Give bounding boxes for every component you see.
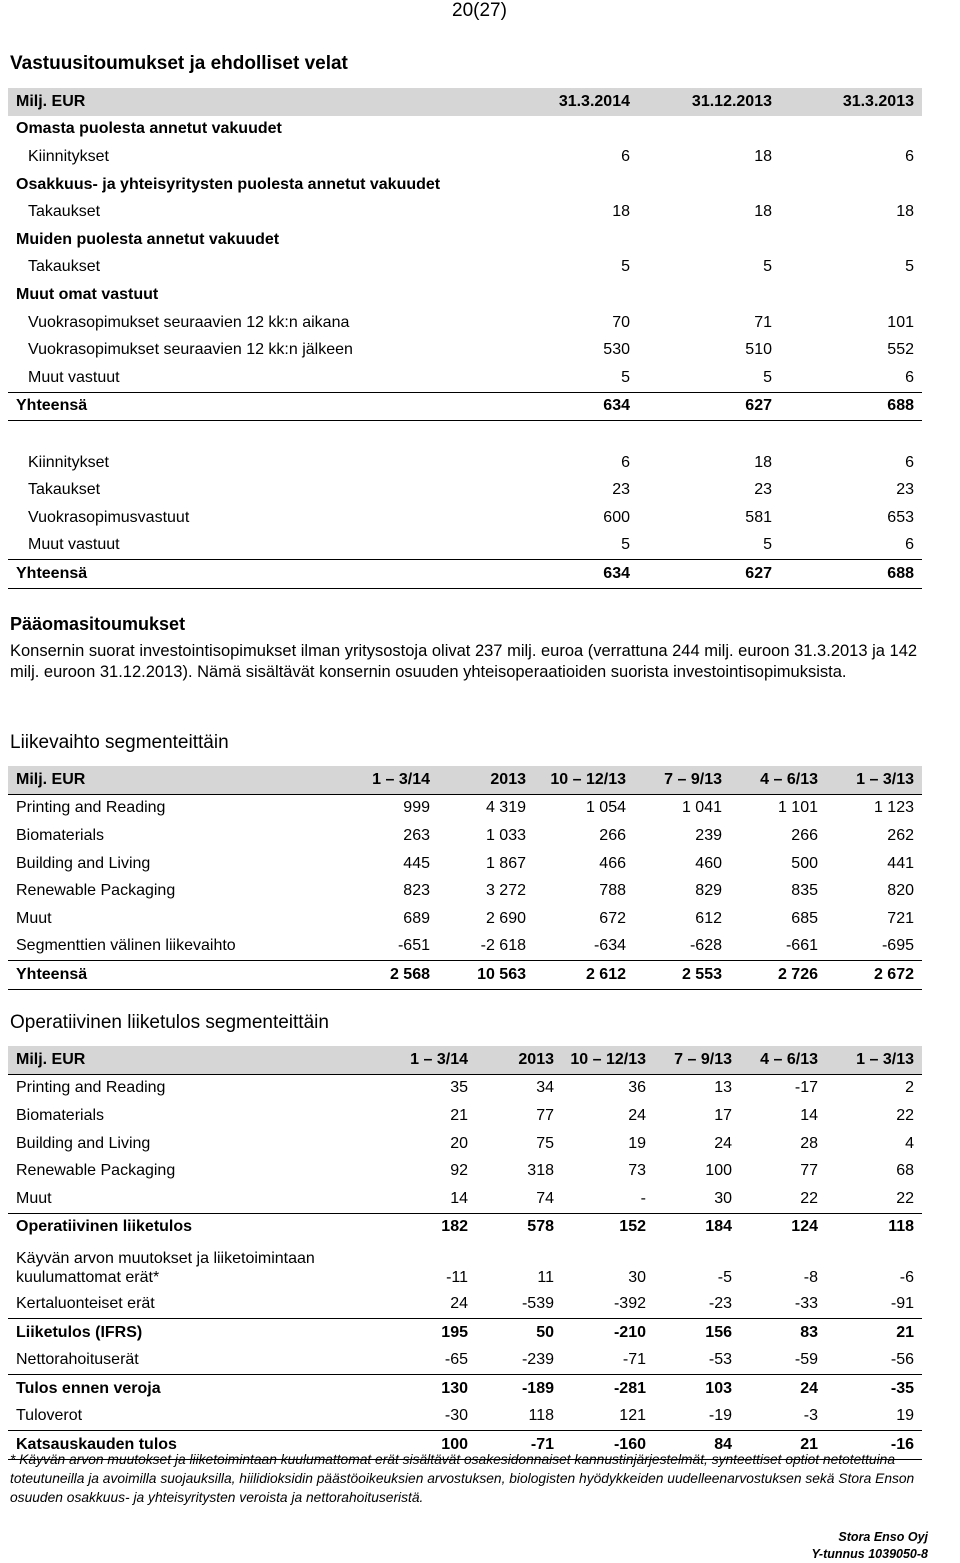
header-cell: 1 – 3/13 [826,1046,922,1074]
value-cell: 835 [791,882,818,900]
value-cell: 22 [740,1185,826,1213]
value-cell: 11 [537,1269,554,1287]
table-row [8,449,922,477]
value-cell: 22 [896,1106,914,1124]
footer-company: Stora Enso Oyj [838,1530,928,1544]
value-cell: 262 [887,826,914,844]
value-cell: 6 [905,147,914,165]
table-row [8,1130,922,1158]
value-cell: 688 [780,560,922,589]
value-cell: 1 054 [534,794,634,822]
value-cell: 100 [368,1431,476,1460]
header-cell: 7 – 9/13 [654,1046,740,1074]
value-cell: 13 [654,1074,740,1102]
row-label: Renewable Packaging [16,1162,176,1180]
value-cell: 118 [888,1218,914,1236]
table-header [8,1046,922,1074]
row-label: Kiinnitykset [28,147,109,165]
value-cell: 50 [536,1323,554,1341]
value-cell: -8 [803,1269,818,1287]
value-cell: 36 [562,1074,654,1102]
value-cell: -30 [368,1403,476,1431]
value-cell: 5 [763,258,772,276]
value-cell: -281 [613,1379,646,1397]
value-cell: 999 [338,794,438,822]
sales-title: Liikevaihto segmenteittäin [10,732,229,753]
value-cell: 73 [628,1162,646,1180]
table-row [8,1157,922,1185]
value-cell: -5 [717,1269,732,1287]
value-cell: 23 [612,481,630,499]
footer [812,1529,928,1563]
value-cell: 239 [695,826,722,844]
row-label: Biomaterials [16,1106,105,1124]
value-cell: 2 [826,1074,922,1102]
value-cell: 460 [695,854,722,872]
header-cell: 2013 [476,1046,562,1074]
row-label: Takaukset [28,258,101,276]
value-cell: 74 [476,1185,562,1213]
value-cell: 552 [887,341,914,359]
row-label: Käyvän arvon muutokset ja liiketoimintaan kuulumattomat erät* [16,1250,315,1287]
value-cell: 5 [905,258,914,276]
value-cell: 77 [800,1162,818,1180]
table-header [8,766,922,794]
section-heading: Muut omat vastuut [16,285,159,303]
contingencies-table [8,88,922,589]
table-row [8,1074,922,1102]
value-cell: 672 [599,909,626,927]
value-cell: 2 612 [534,961,634,990]
value-cell: -2 618 [438,933,534,961]
table-row [8,1290,922,1318]
blank-cell [8,421,922,449]
value-cell: 688 [780,392,922,421]
value-cell: -11 [446,1269,468,1287]
table-header [8,88,922,116]
table-row [8,1374,922,1402]
value-cell: 2 553 [634,961,730,990]
value-cell: 18 [612,203,630,221]
value-cell: 6 [780,532,922,560]
value-cell: 2 568 [338,961,438,990]
row-label: Building and Living [16,1134,151,1152]
table-row [8,504,922,532]
value-cell: -695 [826,933,922,961]
table-row [8,421,922,449]
value-cell: 92 [450,1162,468,1180]
oper-title: Operatiivinen liiketulos segmenteittäin [10,1012,329,1033]
row-label: Kertaluonteiset erät [8,1290,368,1318]
value-cell: 5 [638,364,780,392]
table-row [8,1185,922,1213]
value-cell: 21 [896,1323,914,1341]
value-cell: 634 [508,392,638,421]
value-cell: 1 041 [634,794,730,822]
value-cell: 263 [403,826,430,844]
row-label: Yhteensä [8,961,338,990]
value-cell: 70 [612,313,630,331]
value-cell: 318 [527,1162,554,1180]
value-cell: 121 [562,1403,654,1431]
table-row [8,794,922,822]
value-cell: 68 [896,1162,914,1180]
table-row [8,877,922,905]
table-row [8,822,922,850]
row-label: Yhteensä [8,560,508,589]
value-cell: 823 [403,882,430,900]
row-label: Vuokrasopimukset seuraavien 12 kk:n aikana [28,313,350,331]
row-label: Muut vastuut [8,532,508,560]
value-cell: 466 [599,854,626,872]
row-label: Muut [16,909,52,927]
value-cell: 14 [368,1185,476,1213]
commitments-title: Pääomasitoumukset [10,614,186,634]
value-cell: 1 123 [826,794,922,822]
value-cell: 4 [905,1134,914,1152]
value-cell: 28 [800,1134,818,1152]
header-cell: 31.3.2013 [780,88,922,116]
value-cell: 1 101 [730,794,826,822]
header-cell: 1 – 3/13 [826,766,922,794]
value-cell: 612 [695,909,722,927]
table-row [8,933,922,961]
value-cell: 30 [628,1269,646,1287]
header-cell: 1 – 3/14 [338,766,438,794]
value-cell: -160 [562,1431,654,1460]
value-cell: 627 [638,560,780,589]
value-cell: 600 [603,508,630,526]
value-cell: 101 [887,313,914,331]
row-label: Nettorahoituserät [8,1346,368,1374]
value-cell: -634 [534,933,634,961]
value-cell: 5 [621,258,630,276]
row-label: Takaukset [28,481,101,499]
table-row [8,1241,922,1290]
value-cell: 24 [800,1379,818,1397]
value-cell: 118 [476,1403,562,1431]
value-cell: 5 [508,532,638,560]
value-cell: 6 [905,453,914,471]
value-cell: 77 [536,1106,554,1124]
value-cell: 71 [754,313,772,331]
value-cell: 21 [450,1106,468,1124]
value-cell: 103 [705,1379,732,1397]
value-cell: 100 [705,1162,732,1180]
table-row [8,116,922,144]
table-row [8,905,922,933]
table-row [8,476,922,504]
value-cell: 30 [654,1185,740,1213]
header-cell: 31.12.2013 [638,88,780,116]
value-cell: 788 [599,882,626,900]
row-label: Tulos ennen veroja [16,1379,161,1397]
value-cell: 500 [791,854,818,872]
value-cell: -3 [740,1403,826,1431]
value-cell: 634 [508,560,638,589]
value-cell: 6 [621,453,630,471]
row-label: Operatiivinen liiketulos [16,1218,193,1236]
table-row [8,1213,922,1241]
value-cell: 1 033 [485,826,526,844]
value-cell: 266 [599,826,626,844]
table-row [8,143,922,171]
value-cell: 4 319 [438,794,534,822]
value-cell: 2 672 [826,961,922,990]
value-cell: 6 [780,364,922,392]
header-cell: 4 – 6/13 [740,1046,826,1074]
value-cell: 184 [705,1218,732,1236]
commitments-text: Konsernin suorat investointisopimukset ilman yritysostoja olivat 237 milj. euroa (verrattuna 244 milj. euroon 31.3.2013 ja 142 milj. euroon 31.12.2013). Nämä sisältävät konsernin osuuden yhteisoperaatioiden suorista investointisopimuksista. [10,642,918,681]
value-cell: 19 [628,1134,646,1152]
table-row [8,309,922,337]
value-cell: 24 [628,1106,646,1124]
value-cell: 84 [654,1431,740,1460]
header-cell: 2013 [438,766,534,794]
row-label: Building and Living [16,854,151,872]
header-cell: Milj. EUR [8,766,338,794]
value-cell: -23 [654,1290,740,1318]
value-cell: -17 [740,1074,826,1102]
value-cell: 18 [754,453,772,471]
section-heading: Omasta puolesta annetut vakuudet [16,120,282,138]
footer-business-id: Y-tunnus 1039050-8 [811,1547,928,1561]
value-cell: -210 [613,1323,646,1341]
header-cell: 10 – 12/13 [534,766,634,794]
value-cell: 627 [638,392,780,421]
table-row [8,336,922,364]
value-cell: 721 [887,909,914,927]
table-row [8,171,922,199]
value-cell: 18 [754,147,772,165]
value-cell: 22 [826,1185,922,1213]
value-cell: 5 [508,364,638,392]
value-cell: 152 [619,1218,646,1236]
value-cell: 195 [441,1323,468,1341]
value-cell: 653 [887,508,914,526]
value-cell: 2 726 [730,961,826,990]
value-cell: 829 [695,882,722,900]
table-row [8,392,922,421]
value-cell: -91 [826,1290,922,1318]
value-cell: 23 [896,481,914,499]
value-cell: -35 [890,1379,914,1397]
sales-table [8,766,922,990]
value-cell: 5 [638,532,780,560]
value-cell: 130 [441,1379,468,1397]
header-cell: 10 – 12/13 [562,1046,654,1074]
value-cell: -239 [476,1346,562,1374]
section-heading: Osakkuus- ja yhteisyritysten puolesta annetut vakuudet [16,175,441,193]
value-cell: 124 [791,1218,818,1236]
row-label: Vuokrasopimukset seuraavien 12 kk:n jälkeen [28,341,353,359]
row-label: Vuokrasopimusvastuut [28,508,190,526]
value-cell: -16 [826,1431,922,1460]
value-cell: 441 [887,854,914,872]
table-row [8,364,922,392]
value-cell: 21 [740,1431,826,1460]
value-cell: - [562,1185,654,1213]
value-cell: 820 [887,882,914,900]
value-cell: 83 [800,1323,818,1341]
row-label: Katsauskauden tulos [8,1431,368,1460]
value-cell: -65 [368,1346,476,1374]
row-label: Segmenttien välinen liikevaihto [8,933,338,961]
section-heading: Muiden puolesta annetut vakuudet [16,230,280,248]
header-cell: Milj. EUR [8,1046,368,1074]
value-cell: 266 [791,826,818,844]
value-cell: -651 [338,933,438,961]
value-cell: 182 [441,1218,468,1236]
header-cell: 7 – 9/13 [634,766,730,794]
row-label: Printing and Reading [8,794,338,822]
value-cell: -628 [634,933,730,961]
row-label: Takaukset [28,203,101,221]
value-cell: -33 [740,1290,826,1318]
value-cell: 10 563 [438,961,534,990]
table-row [8,1318,922,1346]
row-label: Renewable Packaging [16,882,176,900]
value-cell: -71 [476,1431,562,1460]
value-cell: 578 [527,1218,554,1236]
table-row [8,560,922,589]
value-cell: 23 [754,481,772,499]
value-cell: 2 690 [485,909,526,927]
table-row [8,198,922,226]
row-label: Biomaterials [16,826,105,844]
value-cell: 510 [745,341,772,359]
table-row [8,1102,922,1130]
header-cell: 1 – 3/14 [368,1046,476,1074]
oper-table [8,1046,922,1460]
header-cell: 31.3.2014 [508,88,638,116]
table-row [8,226,922,254]
table-row [8,961,922,990]
table-row [8,1346,922,1374]
value-cell: -59 [740,1346,826,1374]
table-row [8,532,922,560]
table-row [8,254,922,282]
value-cell: 24 [368,1290,476,1318]
value-cell: -56 [826,1346,922,1374]
table-row [8,850,922,878]
section-title-contingencies: Vastuusitoumukset ja ehdolliset velat [10,53,348,74]
value-cell: 3 272 [485,882,526,900]
value-cell: -392 [562,1290,654,1318]
value-cell: 17 [714,1106,732,1124]
value-cell: 20 [450,1134,468,1152]
value-cell: 156 [705,1323,732,1341]
value-cell: 445 [403,854,430,872]
header-cell: 4 – 6/13 [730,766,826,794]
value-cell: -19 [654,1403,740,1431]
row-label: Tuloverot [8,1403,368,1431]
page-number: 20(27) [452,0,507,21]
row-label: Yhteensä [8,392,508,421]
value-cell: 75 [536,1134,554,1152]
footnote: * Käyvän arvon muutokset ja liiketoimintaan kuulumattomat erät sisältävät osakesidonnaiset kannustinjärjestelmät, synteettiset optiot netotettuina toteutuneilla ja avoimilla suojauksilla, hiilidioksidin päästöoikeuksien arvostuksen, biologisten hyödykkeiden uudelleenarvostuksen sekä Stora Enson osuuden osakkuus- ja yhteisyritysten veroista ja nettorahoituseristä. [10,1452,915,1505]
value-cell: 24 [714,1134,732,1152]
value-cell: 35 [368,1074,476,1102]
value-cell: 685 [791,909,818,927]
row-label: Kiinnitykset [28,453,109,471]
row-label: Liiketulos (IFRS) [16,1323,143,1341]
table-row [8,1403,922,1431]
value-cell: 1 867 [485,854,526,872]
value-cell: 689 [403,909,430,927]
value-cell: 18 [754,203,772,221]
header-cell: Milj. EUR [8,88,508,116]
value-cell: 19 [826,1403,922,1431]
value-cell: -53 [654,1346,740,1374]
row-label: Muut [8,1185,368,1213]
value-cell: 530 [603,341,630,359]
value-cell: 581 [745,508,772,526]
value-cell: 14 [800,1106,818,1124]
value-cell: -661 [730,933,826,961]
value-cell: -539 [476,1290,562,1318]
value-cell: 6 [621,147,630,165]
value-cell: 18 [896,203,914,221]
row-label: Printing and Reading [8,1074,368,1102]
value-cell: 34 [476,1074,562,1102]
value-cell: -189 [521,1379,554,1397]
value-cell: -71 [562,1346,654,1374]
table-row [8,281,922,309]
row-label: Muut vastuut [8,364,508,392]
value-cell: -6 [899,1269,914,1287]
